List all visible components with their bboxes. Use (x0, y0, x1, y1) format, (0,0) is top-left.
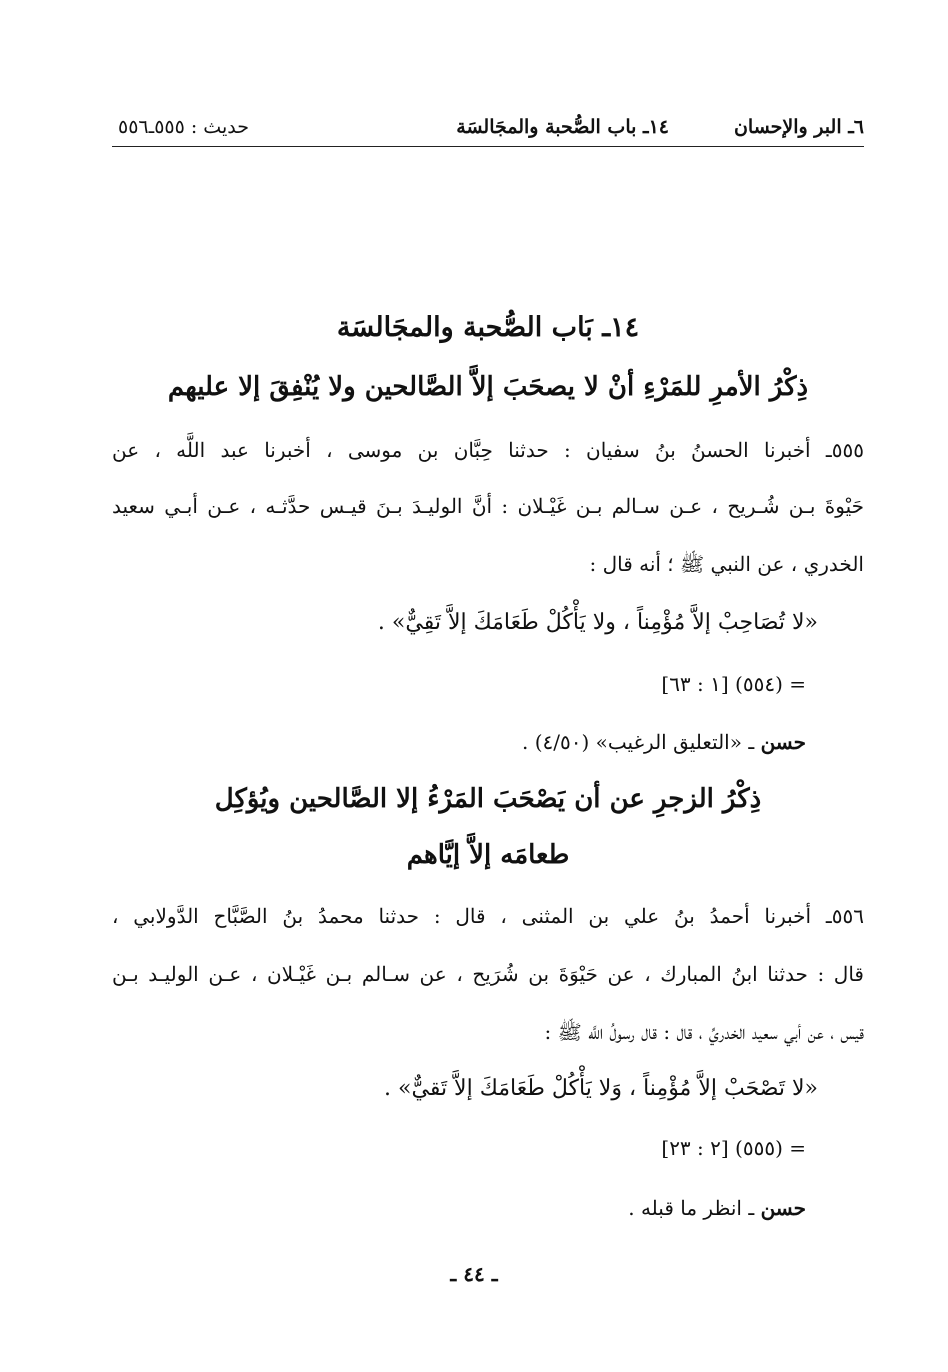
chapter-title: ١٤ـ بَاب الصُّحبة والمجَالسَة (336, 312, 640, 343)
hadith-line: حَيْوةَ بـن شُـريح ، عـن سـالم بـن غَيْـلان : أنَّ الوليـدَ بـنَ قيـس حدَّثـه ، عـن أبـي سعيد (112, 494, 864, 518)
cross-reference: = (٥٥٥) [٢ : ٢٣] (661, 1136, 806, 1160)
grade-text: ـ «التعليق الرغيب» (٤/٥٠) . (522, 730, 755, 754)
hadith-quote: «لا تَصْحَبْ إلاَّ مُؤْمِناً ، وَلا يَأْكُلْ طَعَامَكَ إلاَّ تَقيٌّ» . (384, 1076, 818, 1101)
grade-label: حسن (760, 730, 806, 754)
header-book-section: ٦ـ البر والإحسان (733, 116, 864, 138)
running-header (112, 112, 864, 147)
section-title-continued: طعامَه إلاَّ إيَّاهم (406, 840, 570, 870)
hadith-grade (112, 1196, 864, 1220)
hadith-line: ٥٥٥ـ أخبرنا الحسنُ بنُ سفيان : حدثنا حِبَّان بن موسى ، أخبرنا عبد اللَّه ، عن (112, 438, 864, 462)
header-hadith-range: حديث : ٥٥٥ـ٥٥٦ (118, 116, 249, 138)
hadith-line: ٥٥٦ـ أخبرنا أحمدُ بنُ علي بن المثنى ، قال : حدثنا محمدُ بنُ الصَّبَّاح الدَّولابي ، (112, 904, 864, 928)
hadith-line: قيس ، عن أبي سعيد الخدريِّ ، قال : قال رسولُ اللَّه ﷺ : (544, 1020, 864, 1044)
section-title: ذِكْرُ الأمرِ للمَرْءِ أنْ لا يصحَبَ إلاَّ الصَّالحين ولا يُنْفِقَ إلا عليهم (167, 372, 809, 402)
cross-reference: = (٥٥٤) [١ : ٦٣] (661, 672, 806, 696)
grade-text: ـ انظر ما قبله . (628, 1196, 755, 1220)
page-number: ـ ٤٤ ـ (450, 1262, 498, 1286)
header-chapter: ١٤ـ باب الصُّحبة والمجَالسَة (456, 116, 669, 138)
section-title: ذِكْرُ الزجرِ عن أن يَصْحَبَ المَرْءُ إلا الصَّالحين ويُؤكِل (214, 784, 762, 814)
hadith-quote: «لا تُصَاحِبْ إلاَّ مُؤْمِناً ، ولا يَأْكُلْ طَعَامَكَ إلاَّ تَقِيٌّ» . (377, 610, 818, 635)
grade-label: حسن (760, 1196, 806, 1220)
hadith-grade (112, 730, 864, 754)
hadith-line: قال : حدثنا ابنُ المبارك ، عن حَيْوَةَ بن شُرَيح ، عن سـالم بـن غَيْـلان ، عـن الوليـد بـن (112, 962, 864, 986)
hadith-line: الخدري ، عن النبي ﷺ ؛ أنه قال : (589, 552, 864, 576)
